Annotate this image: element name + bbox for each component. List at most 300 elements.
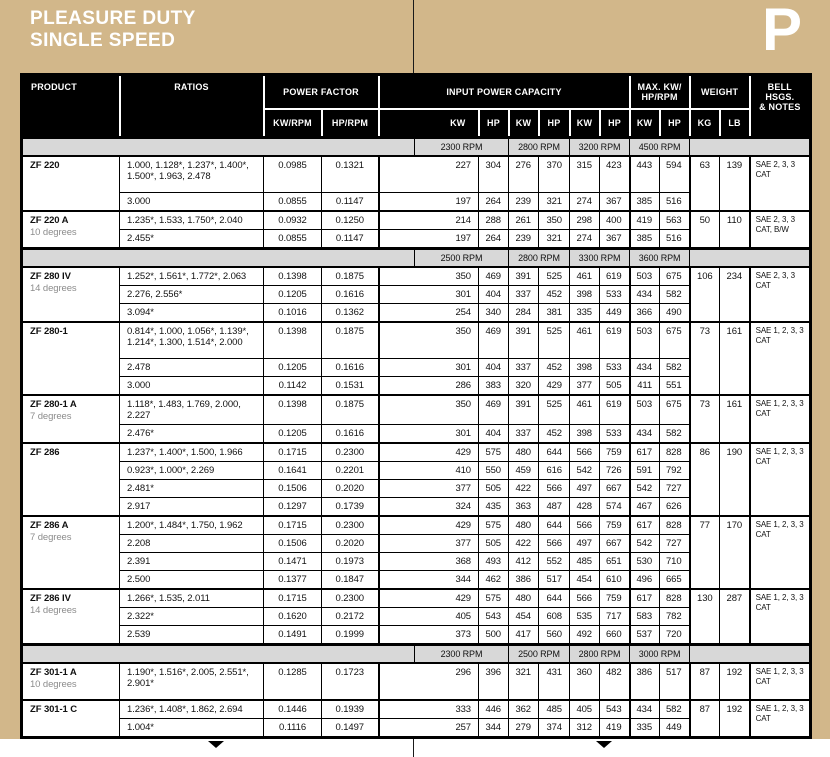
power-value-cell: 608 [539,608,570,626]
max-hp-cell: 675 [660,395,690,425]
col-header-bell-line1: BELL HSGS. [765,82,795,102]
kw-per-rpm-cell: 0.0932 [264,211,322,230]
power-value-cell: 575 [479,516,509,535]
rpm-band-spacer [690,138,811,157]
table-row [22,589,811,608]
kw-per-rpm-cell: 0.1285 [264,663,322,700]
bell-housing-notes-cell: SAE 1, 2, 3, 3 CAT [750,443,811,516]
max-hp-cell: 675 [660,322,690,359]
product-degrees: 14 degrees [30,605,77,616]
power-value-cell: 405 [570,700,600,719]
bell-housing-notes-cell: SAE 1, 2, 3, 3 CAT [750,663,811,700]
table-row [22,156,811,193]
power-value-cell: 485 [539,700,570,719]
power-value-cell: 525 [539,322,570,359]
power-value-cell: 391 [509,267,539,286]
hp-per-rpm-cell: 0.2300 [322,443,379,462]
power-value-cell: 321 [539,193,570,212]
hp-per-rpm-cell: 0.2020 [322,535,379,553]
power-value-cell: 533 [600,425,630,444]
power-value-cell: 452 [539,359,570,377]
hp-per-rpm-cell: 0.2020 [322,480,379,498]
bell-housing-notes-cell: SAE 1, 2, 3, 3 CAT [750,516,811,589]
hp-per-rpm-cell: 0.1875 [322,267,379,286]
power-value-cell: 304 [479,156,509,193]
bell-housing-notes-cell: SAE 1, 2, 3, 3 CAT [750,700,811,738]
power-value-cell: 412 [509,553,539,571]
power-value-cell: 374 [539,719,570,738]
max-kw-cell: 443 [630,156,660,193]
power-value-cell: 619 [600,322,630,359]
hp-per-rpm-cell: 0.1497 [322,719,379,738]
kw-per-rpm-cell: 0.1016 [264,304,322,323]
power-value-cell: 566 [539,535,570,553]
power-value-cell: 312 [570,719,600,738]
power-value-cell: 759 [600,589,630,608]
section-tab-letter: P [761,0,802,63]
power-value-cell: 454 [509,608,539,626]
power-value-cell: 660 [600,626,630,645]
product-cell [22,211,120,249]
power-value-cell: 461 [570,322,600,359]
power-value-cell: 505 [479,480,509,498]
ratios-cell: 1.237*, 1.400*, 1.500, 1.966 [120,443,264,462]
power-value-cell: 651 [600,553,630,571]
col-header-weight: WEIGHT [690,75,750,110]
ratios-cell: 2.476* [120,425,264,444]
subheader-kw-rpm: KW/RPM [264,109,322,138]
ratios-cell: 2.322* [120,608,264,626]
rpm-band-label: 3300 RPM [570,249,630,268]
power-value-cell: 276 [509,156,539,193]
product-cell [22,322,120,395]
power-value-cell: 644 [539,443,570,462]
kw-per-rpm-cell: 0.1205 [264,286,322,304]
max-hp-cell: 490 [660,304,690,323]
rpm-band-label: 4500 RPM [630,138,690,157]
ratios-cell: 3.000 [120,193,264,212]
power-value-cell: 391 [509,395,539,425]
max-kw-cell: 385 [630,193,660,212]
table-row [22,443,811,462]
subheader-hp: HP [539,109,570,138]
power-value-cell: 350 [539,211,570,230]
power-value-cell: 264 [479,193,509,212]
hp-per-rpm-cell: 0.1999 [322,626,379,645]
power-value-cell: 644 [539,589,570,608]
product-name: ZF 280-1 A [30,399,77,410]
power-value-cell: 227 [379,156,479,193]
max-kw-cell: 419 [630,211,660,230]
max-hp-cell: 710 [660,553,690,571]
product-name: ZF 220 [30,160,60,171]
power-value-cell: 469 [479,322,509,359]
power-value-cell: 616 [539,462,570,480]
max-kw-cell: 542 [630,480,660,498]
hp-per-rpm-cell: 0.1739 [322,498,379,517]
ratios-cell: 2.478 [120,359,264,377]
max-kw-cell: 335 [630,719,660,738]
max-hp-cell: 626 [660,498,690,517]
max-hp-cell: 563 [660,211,690,230]
power-value-cell: 667 [600,480,630,498]
max-hp-cell: 782 [660,608,690,626]
product-name: ZF 286 A [30,520,69,531]
subheader-hp: HP [600,109,630,138]
power-value-cell: 370 [539,156,570,193]
hp-per-rpm-cell: 0.1362 [322,304,379,323]
rpm-band-label: 3600 RPM [630,249,690,268]
left-margin [0,73,20,739]
subheader-max-kw: KW [630,109,660,138]
max-kw-cell: 503 [630,267,660,286]
rpm-band-spacer [690,645,811,664]
spec-table [20,73,812,739]
power-value-cell: 462 [479,571,509,590]
power-value-cell: 274 [570,230,600,249]
max-hp-cell: 582 [660,359,690,377]
weight-lb-cell: 139 [720,156,750,211]
ratios-cell: 2.917 [120,498,264,517]
product-degrees: 10 degrees [30,227,77,238]
power-value-cell: 284 [509,304,539,323]
ratios-cell: 3.000 [120,377,264,396]
max-hp-cell: 582 [660,700,690,719]
product-name: ZF 220 A [30,215,69,226]
ratios-cell: 0.923*, 1.000*, 2.269 [120,462,264,480]
ratios-cell: 2.276, 2.556* [120,286,264,304]
power-value-cell: 360 [570,663,600,700]
max-hp-cell: 828 [660,589,690,608]
product-name: ZF 301-1 C [30,704,78,715]
continued-indicator-triangle [596,741,612,748]
page-footer-area [0,739,830,757]
power-value-cell: 350 [379,395,479,425]
rpm-band-row [22,645,811,664]
kw-per-rpm-cell: 0.1446 [264,700,322,719]
power-value-cell: 543 [600,700,630,719]
power-value-cell: 344 [379,571,479,590]
power-value-cell: 446 [479,700,509,719]
product-cell [22,267,120,322]
weight-kg-cell: 77 [690,516,720,589]
weight-kg-cell: 73 [690,322,720,395]
power-value-cell: 324 [379,498,479,517]
power-value-cell: 288 [479,211,509,230]
table-band [0,73,830,739]
product-cell [22,700,120,738]
max-hp-cell: 720 [660,626,690,645]
hp-per-rpm-cell: 0.1973 [322,553,379,571]
max-kw-cell: 386 [630,663,660,700]
power-value-cell: 566 [570,589,600,608]
continued-indicator-triangle [208,741,224,748]
weight-kg-cell: 87 [690,700,720,738]
power-value-cell: 535 [570,608,600,626]
max-kw-cell: 434 [630,700,660,719]
power-value-cell: 454 [570,571,600,590]
kw-per-rpm-cell: 0.1297 [264,498,322,517]
ratios-cell: 2.539 [120,626,264,645]
max-hp-cell: 594 [660,156,690,193]
power-value-cell: 459 [509,462,539,480]
kw-per-rpm-cell: 0.1398 [264,267,322,286]
rpm-band-label: 2500 RPM [415,249,509,268]
power-value-cell: 610 [600,571,630,590]
max-kw-cell: 434 [630,286,660,304]
power-value-cell: 497 [570,535,600,553]
power-value-cell: 386 [509,571,539,590]
max-hp-cell: 582 [660,425,690,444]
power-value-cell: 404 [479,359,509,377]
power-value-cell: 480 [509,516,539,535]
ratios-cell: 1.000, 1.128*, 1.237*, 1.400*, 1.500*, 1.963, 2.478 [120,156,264,193]
col-header-product: PRODUCT [22,75,120,138]
hp-per-rpm-cell: 0.1875 [322,322,379,359]
power-value-cell: 296 [379,663,479,700]
kw-per-rpm-cell: 0.1620 [264,608,322,626]
bell-housing-notes-cell: SAE 2, 3, 3 CAT, B/W [750,211,811,249]
ratios-cell: 1.252*, 1.561*, 1.772*, 2.063 [120,267,264,286]
weight-kg-cell: 106 [690,267,720,322]
power-value-cell: 525 [539,395,570,425]
power-value-cell: 340 [479,304,509,323]
kw-per-rpm-cell: 0.1398 [264,395,322,425]
hp-per-rpm-cell: 0.1847 [322,571,379,590]
power-value-cell: 566 [570,516,600,535]
power-value-cell: 667 [600,535,630,553]
col-header-power-factor: POWER FACTOR [264,75,379,110]
power-value-cell: 377 [379,535,479,553]
power-value-cell: 429 [379,589,479,608]
max-kw-cell: 542 [630,535,660,553]
subheader-kw: KW [379,109,479,138]
max-hp-cell: 727 [660,480,690,498]
power-value-cell: 452 [539,425,570,444]
power-value-cell: 533 [600,359,630,377]
power-value-cell: 286 [379,377,479,396]
subheader-hp: HP [479,109,509,138]
power-value-cell: 566 [570,443,600,462]
kw-per-rpm-cell: 0.1398 [264,322,322,359]
right-margin [812,73,830,739]
bell-housing-notes-cell: SAE 1, 2, 3, 3 CAT [750,589,811,645]
bell-housing-notes-cell: SAE 1, 2, 3, 3 CAT [750,395,811,443]
max-kw-cell: 537 [630,626,660,645]
table-header [22,75,811,138]
weight-lb-cell: 287 [720,589,750,645]
power-value-cell: 391 [509,322,539,359]
weight-kg-cell: 87 [690,663,720,700]
col-header-input-power: INPUT POWER CAPACITY [379,75,630,110]
table-row [22,663,811,700]
ratios-cell: 1.266*, 1.535, 2.011 [120,589,264,608]
kw-per-rpm-cell: 0.0855 [264,193,322,212]
power-value-cell: 404 [479,286,509,304]
product-name: ZF 280 IV [30,271,71,282]
kw-per-rpm-cell: 0.1205 [264,425,322,444]
power-value-cell: 505 [600,377,630,396]
power-value-cell: 492 [570,626,600,645]
power-value-cell: 717 [600,608,630,626]
kw-per-rpm-cell: 0.1641 [264,462,322,480]
kw-per-rpm-cell: 0.0855 [264,230,322,249]
max-kw-cell: 467 [630,498,660,517]
page-fold-line [413,0,414,73]
power-value-cell: 333 [379,700,479,719]
weight-lb-cell: 110 [720,211,750,249]
weight-kg-cell: 63 [690,156,720,211]
col-header-bell-line2: & NOTES [759,102,801,112]
col-header-max [630,75,690,110]
max-kw-cell: 385 [630,230,660,249]
max-hp-cell: 449 [660,719,690,738]
max-kw-cell: 411 [630,377,660,396]
max-kw-cell: 530 [630,553,660,571]
page-masthead [0,0,830,73]
power-value-cell: 428 [570,498,600,517]
power-value-cell: 419 [600,719,630,738]
product-name: ZF 286 [30,447,60,458]
weight-kg-cell: 50 [690,211,720,249]
power-value-cell: 301 [379,286,479,304]
rpm-band-label: 2800 RPM [509,138,570,157]
ratios-cell: 0.814*, 1.000, 1.056*, 1.139*, 1.214*, 1.300, 1.514*, 2.000 [120,322,264,359]
table-row [22,700,811,719]
power-value-cell: 423 [600,156,630,193]
kw-per-rpm-cell: 0.0985 [264,156,322,193]
weight-kg-cell: 73 [690,395,720,443]
hp-per-rpm-cell: 0.1321 [322,156,379,193]
rpm-band-spacer [690,249,811,268]
max-hp-cell: 727 [660,535,690,553]
kw-per-rpm-cell: 0.1377 [264,571,322,590]
ratios-cell: 2.481* [120,480,264,498]
power-value-cell: 264 [479,230,509,249]
max-kw-cell: 434 [630,425,660,444]
power-value-cell: 363 [509,498,539,517]
max-hp-cell: 792 [660,462,690,480]
power-value-cell: 619 [600,267,630,286]
power-value-cell: 367 [600,230,630,249]
bell-housing-notes-cell: SAE 2, 3, 3 CAT [750,156,811,211]
max-kw-cell: 617 [630,589,660,608]
power-value-cell: 350 [379,322,479,359]
bell-housing-notes-cell: SAE 1, 2, 3, 3 CAT [750,322,811,395]
subheader-max-hp: HP [660,109,690,138]
power-value-cell: 452 [539,286,570,304]
power-value-cell: 404 [479,425,509,444]
weight-lb-cell: 161 [720,322,750,395]
rpm-band-row [22,249,811,268]
table-row [22,211,811,230]
power-value-cell: 337 [509,359,539,377]
max-kw-cell: 503 [630,395,660,425]
product-name: ZF 280-1 [30,326,68,337]
power-value-cell: 377 [379,480,479,498]
kw-per-rpm-cell: 0.1491 [264,626,322,645]
max-hp-cell: 828 [660,516,690,535]
power-value-cell: 429 [539,377,570,396]
power-value-cell: 301 [379,359,479,377]
power-value-cell: 482 [600,663,630,700]
power-value-cell: 279 [509,719,539,738]
power-value-cell: 197 [379,230,479,249]
rpm-band-spacer [22,138,415,157]
kw-per-rpm-cell: 0.1116 [264,719,322,738]
power-value-cell: 197 [379,193,479,212]
power-value-cell: 575 [479,443,509,462]
hp-per-rpm-cell: 0.1250 [322,211,379,230]
power-value-cell: 398 [570,425,600,444]
kw-per-rpm-cell: 0.1715 [264,443,322,462]
max-hp-cell: 665 [660,571,690,590]
hp-per-rpm-cell: 0.1616 [322,286,379,304]
power-value-cell: 214 [379,211,479,230]
ratios-cell: 1.118*, 1.483, 1.769, 2.000, 2.227 [120,395,264,425]
rpm-band-spacer [22,645,415,664]
power-value-cell: 239 [509,193,539,212]
max-kw-cell: 434 [630,359,660,377]
power-value-cell: 525 [539,267,570,286]
hp-per-rpm-cell: 0.2172 [322,608,379,626]
rpm-band-label: 3200 RPM [570,138,630,157]
product-cell [22,443,120,516]
table-row [22,395,811,425]
power-value-cell: 533 [600,286,630,304]
max-kw-cell: 503 [630,322,660,359]
power-value-cell: 469 [479,267,509,286]
product-degrees: 7 degrees [30,411,72,422]
rpm-band-row [22,138,811,157]
table-row [22,267,811,286]
power-value-cell: 367 [600,193,630,212]
subheader-kg: KG [690,109,720,138]
power-value-cell: 435 [479,498,509,517]
power-value-cell: 301 [379,425,479,444]
rpm-band-label: 2800 RPM [570,645,630,664]
max-kw-cell: 583 [630,608,660,626]
col-header-ratios: RATIOS [120,75,264,138]
power-value-cell: 543 [479,608,509,626]
power-value-cell: 400 [600,211,630,230]
weight-lb-cell: 192 [720,700,750,738]
weight-lb-cell: 234 [720,267,750,322]
power-value-cell: 239 [509,230,539,249]
hp-per-rpm-cell: 0.2300 [322,516,379,535]
hp-per-rpm-cell: 0.2201 [322,462,379,480]
power-value-cell: 726 [600,462,630,480]
power-value-cell: 497 [570,480,600,498]
subheader-hp-rpm: HP/RPM [322,109,379,138]
power-value-cell: 619 [600,395,630,425]
power-value-cell: 257 [379,719,479,738]
hp-per-rpm-cell: 0.2300 [322,589,379,608]
max-hp-cell: 582 [660,286,690,304]
product-cell [22,589,120,645]
kw-per-rpm-cell: 0.1205 [264,359,322,377]
product-degrees: 14 degrees [30,283,77,294]
ratios-cell: 1.235*, 1.533, 1.750*, 2.040 [120,211,264,230]
power-value-cell: 398 [570,359,600,377]
weight-lb-cell: 170 [720,516,750,589]
power-value-cell: 461 [570,395,600,425]
rpm-band-label: 3000 RPM [630,645,690,664]
power-value-cell: 759 [600,443,630,462]
power-value-cell: 469 [479,395,509,425]
power-value-cell: 485 [570,553,600,571]
product-cell [22,395,120,443]
